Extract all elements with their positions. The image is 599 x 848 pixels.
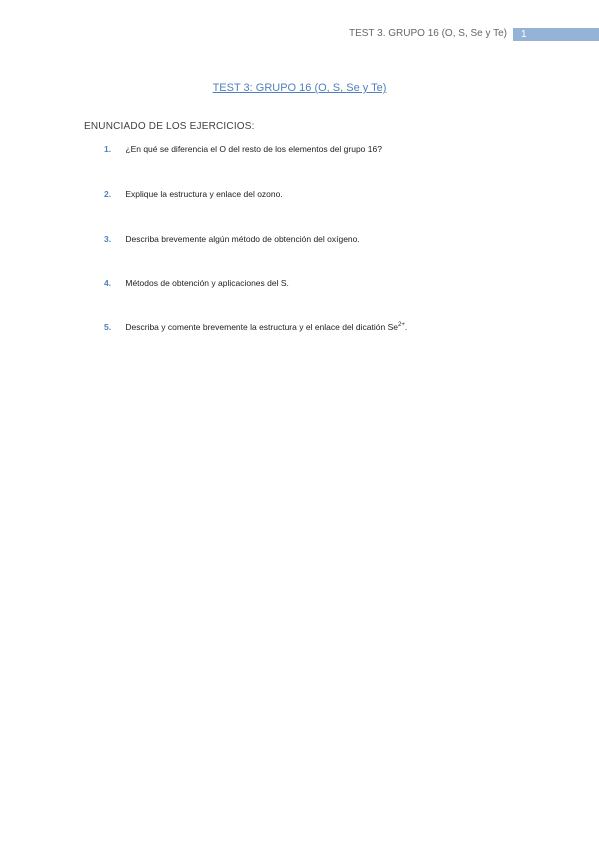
exercise-item <box>104 234 360 244</box>
page-number: 1 <box>521 29 527 40</box>
page-number-box <box>513 28 599 41</box>
exercise-suffix: . <box>404 322 408 332</box>
header-title: TEST 3. GRUPO 16 (O, S, Se y Te) <box>348 28 507 39</box>
exercise-text: ¿En qué se diferencia el O del resto de los elementos del grupo 16? <box>125 144 382 154</box>
exercise-item <box>104 144 382 154</box>
document-title[interactable]: TEST 3: GRUPO 16 (O, S, Se y Te) <box>212 82 387 94</box>
exercise-text: Métodos de obtención y aplicaciones del S. <box>125 278 289 288</box>
exercise-number: 4. <box>104 278 112 288</box>
exercise-text: Describa brevemente algún método de obtención del oxígeno. <box>125 234 360 244</box>
exercise-item <box>104 189 283 199</box>
exercise-item <box>104 278 289 288</box>
exercise-number: 2. <box>104 189 112 199</box>
section-heading: ENUNCIADO DE LOS EJERCICIOS: <box>84 121 255 132</box>
exercise-number: 5. <box>104 322 112 332</box>
exercise-item <box>104 322 407 332</box>
exercise-text: Explique la estructura y enlace del ozono. <box>125 189 283 199</box>
exercise-number: 1. <box>104 144 112 154</box>
superscript-charge: 2+ <box>398 322 405 329</box>
page-header <box>0 28 599 42</box>
exercise-text: Describa y comente brevemente la estructura y el enlace del dicatión Se <box>125 322 398 332</box>
exercise-number: 3. <box>104 234 112 244</box>
